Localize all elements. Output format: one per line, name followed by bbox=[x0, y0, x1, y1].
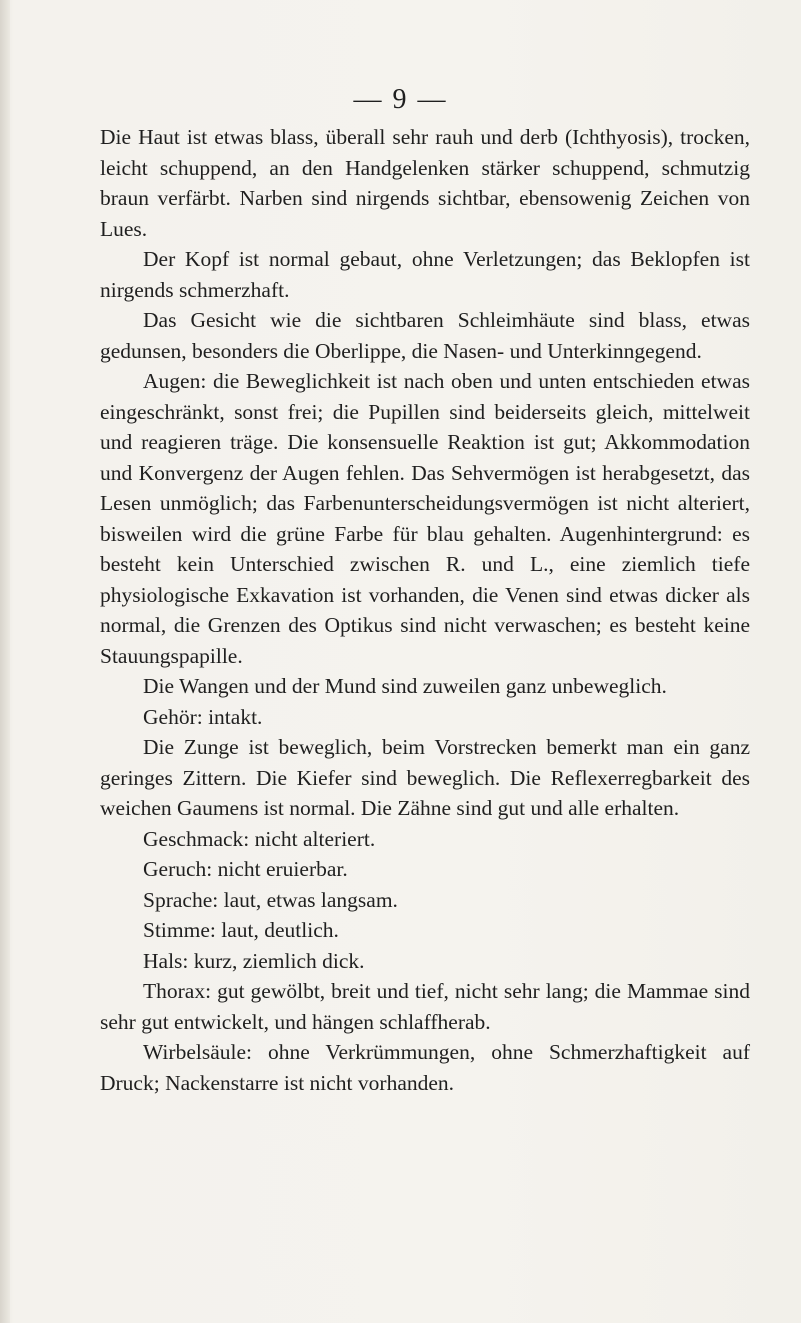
paragraph-smell: Geruch: nicht eruierbar. bbox=[143, 857, 348, 881]
paragraph-cheeks-mouth: Die Wangen und der Mund sind zuweilen ganz unbeweglich. bbox=[143, 674, 667, 698]
paragraph-thorax: Thorax: gut gewölbt, breit und tief, nicht sehr lang; die Mammae sind sehr gut entwickelt, und hängen schlaffherab. bbox=[100, 979, 750, 1034]
paragraph-skin: Die Haut ist etwas blass, überall sehr rauh und derb (Ichthyosis), trocken, leicht schuppend, an den Handgelenken stärker schuppend, schmutzig braun verfärbt. Narben sind nirgends sichtbar, ebensowenig Zeichen von Lues. bbox=[100, 125, 750, 241]
paragraph-spine: Wirbelsäule: ohne Verkrümmungen, ohne Schmerzhaftigkeit auf Druck; Nackenstarre ist nicht vorhanden. bbox=[100, 1040, 750, 1095]
paragraph-head: Der Kopf ist normal gebaut, ohne Verletzungen; das Beklopfen ist nirgends schmerzhaft. bbox=[100, 247, 750, 302]
paragraph-tongue: Die Zunge ist beweglich, beim Vorstrecken bemerkt man ein ganz geringes Zittern. Die Kiefer sind beweglich. Die Reflexerregbarkeit des weichen Gaumens ist normal. Die Zähne sind gut und alle erhalten. bbox=[100, 735, 750, 820]
paragraph-hearing: Gehör: intakt. bbox=[143, 704, 263, 729]
page-number: — 9 — bbox=[353, 84, 448, 115]
paragraph-speech: Sprache: laut, etwas langsam. bbox=[143, 887, 398, 912]
paragraph-neck: Hals: kurz, ziemlich dick. bbox=[143, 948, 365, 973]
paragraph-face: Das Gesicht wie die sichtbaren Schleimhäute sind blass, etwas gedunsen, besonders die Oberlippe, die Nasen- und Unterkinngegend. bbox=[100, 308, 750, 363]
page-binding-edge bbox=[0, 0, 10, 1323]
paragraph-eyes: Augen: die Beweglichkeit ist nach oben und unten entschieden etwas eingeschränkt, sonst frei; die Pupillen sind beiderseits gleich, mittelweit und reagieren träge. Die konsensuelle Reaktion ist gut; Akkommodation und Konvergenz der Augen fehlen. Das Sehvermögen ist herabgesetzt, das Lesen unmöglich; das Farbenunterscheidungsvermögen ist nicht alteriert, bisweilen wird die grüne Farbe für blau gehalten. Augenhintergrund: es besteht kein Unterschied zwischen R. und L., eine ziemlich tiefe physiologische Exkavation ist vorhanden, die Venen sind etwas dicker als normal, die Grenzen des Optikus sind nicht verwaschen; es besteht keine Stauungspapille. bbox=[100, 369, 750, 668]
body-text bbox=[100, 122, 750, 1098]
paragraph-taste: Geschmack: nicht alteriert. bbox=[143, 826, 376, 851]
paragraph-voice: Stimme: laut, deutlich. bbox=[143, 918, 339, 942]
